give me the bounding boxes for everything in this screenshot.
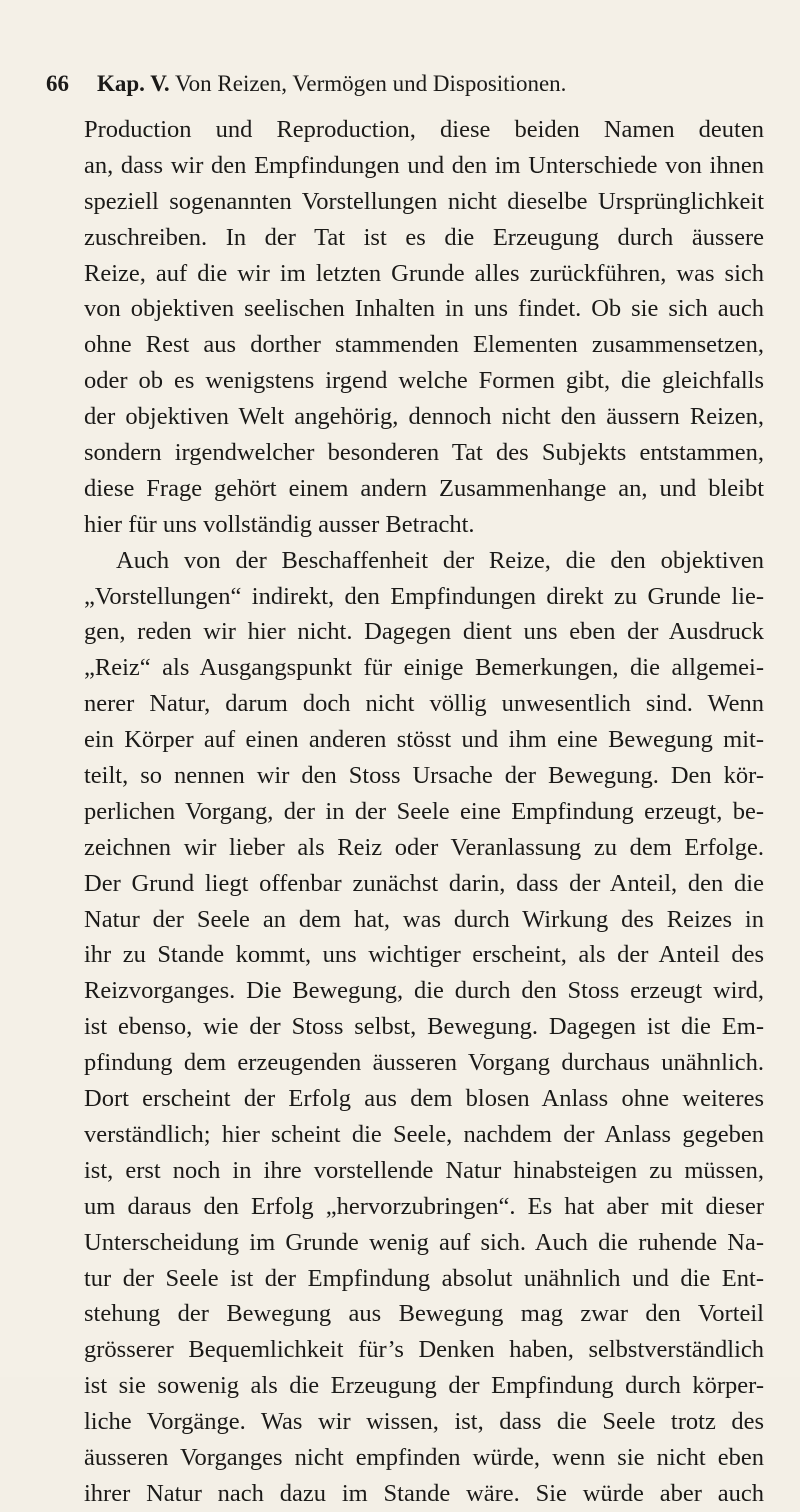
text-line: teilt, so nennen wir den Stoss Ursache der Bewegung. Den kör- — [84, 762, 764, 790]
text-line: Der Grund liegt offenbar zunächst darin, dass der Anteil, den die — [84, 869, 764, 897]
text-line: äusseren Vorganges nicht empfinden würde, wenn sie nicht eben — [84, 1443, 764, 1471]
text-line: sondern irgendwelcher besonderen Tat des Subjekts entstammen, — [84, 439, 764, 467]
text-line: speziell sogenannten Vorstellungen nicht dieselbe Ursprünglichkeit — [84, 187, 764, 215]
text-line: Unterscheidung im Grunde wenig auf sich. Auch die ruhende Na- — [84, 1228, 764, 1256]
text-line: ohne Rest aus dorther stammenden Elementen zusammensetzen, — [84, 331, 764, 359]
text-line: Auch von der Beschaffenheit der Reize, die den objektiven — [116, 546, 764, 574]
text-line: um daraus den Erfolg „hervorzubringen“. Es hat aber mit dieser — [84, 1192, 764, 1220]
text-line: tur der Seele ist der Empfindung absolut unähnlich und die Ent- — [84, 1264, 764, 1292]
text-line: Reize, auf die wir im letzten Grunde alles zurückführen, was sich — [84, 259, 764, 287]
text-line: Production und Reproduction, diese beiden Namen deuten — [84, 116, 764, 143]
text-line: perlichen Vorgang, der in der Seele eine Empfindung erzeugt, be- — [84, 797, 764, 825]
text-line: Reizvorganges. Die Bewegung, die durch den Stoss erzeugt wird, — [84, 977, 764, 1005]
text-line: Dort erscheint der Erfolg aus dem blosen Anlass ohne weiteres — [84, 1085, 764, 1113]
text-line: grösserer Bequemlichkeit für’s Denken haben, selbstverständlich — [84, 1336, 764, 1364]
text-line: ist sie sowenig als die Erzeugung der Empfindung durch körper- — [84, 1372, 764, 1400]
body-text — [84, 112, 764, 1512]
text-line: von objektiven seelischen Inhalten in uns findet. Ob sie sich auch — [84, 295, 764, 323]
text-line: gen, reden wir hier nicht. Dagegen dient uns eben der Ausdruck — [84, 618, 764, 646]
chapter-prefix: Kap. V. — [97, 71, 170, 96]
text-line: der objektiven Welt angehörig, dennoch nicht den äussern Reizen, — [84, 403, 764, 431]
text-line: stehung der Bewegung aus Bewegung mag zwar den Vorteil — [84, 1300, 764, 1328]
text-line: Natur der Seele an dem hat, was durch Wirkung des Reizes in — [84, 905, 764, 933]
text-line: ein Körper auf einen anderen stösst und ihm eine Bewegung mit- — [84, 726, 764, 754]
text-line: ihrer Natur nach dazu im Stande wäre. Sie würde aber auch — [84, 1479, 764, 1507]
text-line: zuschreiben. In der Tat ist es die Erzeugung durch äussere — [84, 223, 764, 251]
chapter-title: Von Reizen, Vermögen und Dispositionen. — [175, 71, 567, 96]
text-line: oder ob es wenigstens irgend welche Formen gibt, die gleichfalls — [84, 367, 764, 395]
text-line: an, dass wir den Empfindungen und den im Unterschiede von ihnen — [84, 151, 764, 179]
text-line: hier für uns vollständig ausser Betracht. — [84, 510, 475, 538]
page-header — [46, 64, 746, 104]
text-line: „Vorstellungen“ indirekt, den Empfindungen direkt zu Grunde lie- — [84, 582, 764, 610]
text-line: pfindung dem erzeugenden äusseren Vorgang durchaus unähnlich. — [84, 1049, 764, 1077]
text-line: ist ebenso, wie der Stoss selbst, Bewegung. Dagegen ist die Em- — [84, 1013, 764, 1041]
text-line: diese Frage gehört einem andern Zusammenhange an, und bleibt — [84, 474, 764, 502]
page-number: 66 — [46, 71, 69, 96]
text-line: verständlich; hier scheint die Seele, nachdem der Anlass gegeben — [84, 1120, 764, 1148]
text-line: liche Vorgänge. Was wir wissen, ist, dass die Seele trotz des — [84, 1408, 764, 1436]
running-head — [97, 64, 566, 104]
text-line: ihr zu Stande kommt, uns wichtiger erscheint, als der Anteil des — [84, 941, 764, 969]
text-line: zeichnen wir lieber als Reiz oder Veranlassung zu dem Erfolge. — [84, 833, 764, 861]
text-line: „Reiz“ als Ausgangspunkt für einige Bemerkungen, die allgemei- — [84, 654, 764, 682]
text-line: ist, erst noch in ihre vorstellende Natur hinabsteigen zu müssen, — [84, 1156, 764, 1184]
text-line: nerer Natur, darum doch nicht völlig unwesentlich sind. Wenn — [84, 690, 764, 718]
